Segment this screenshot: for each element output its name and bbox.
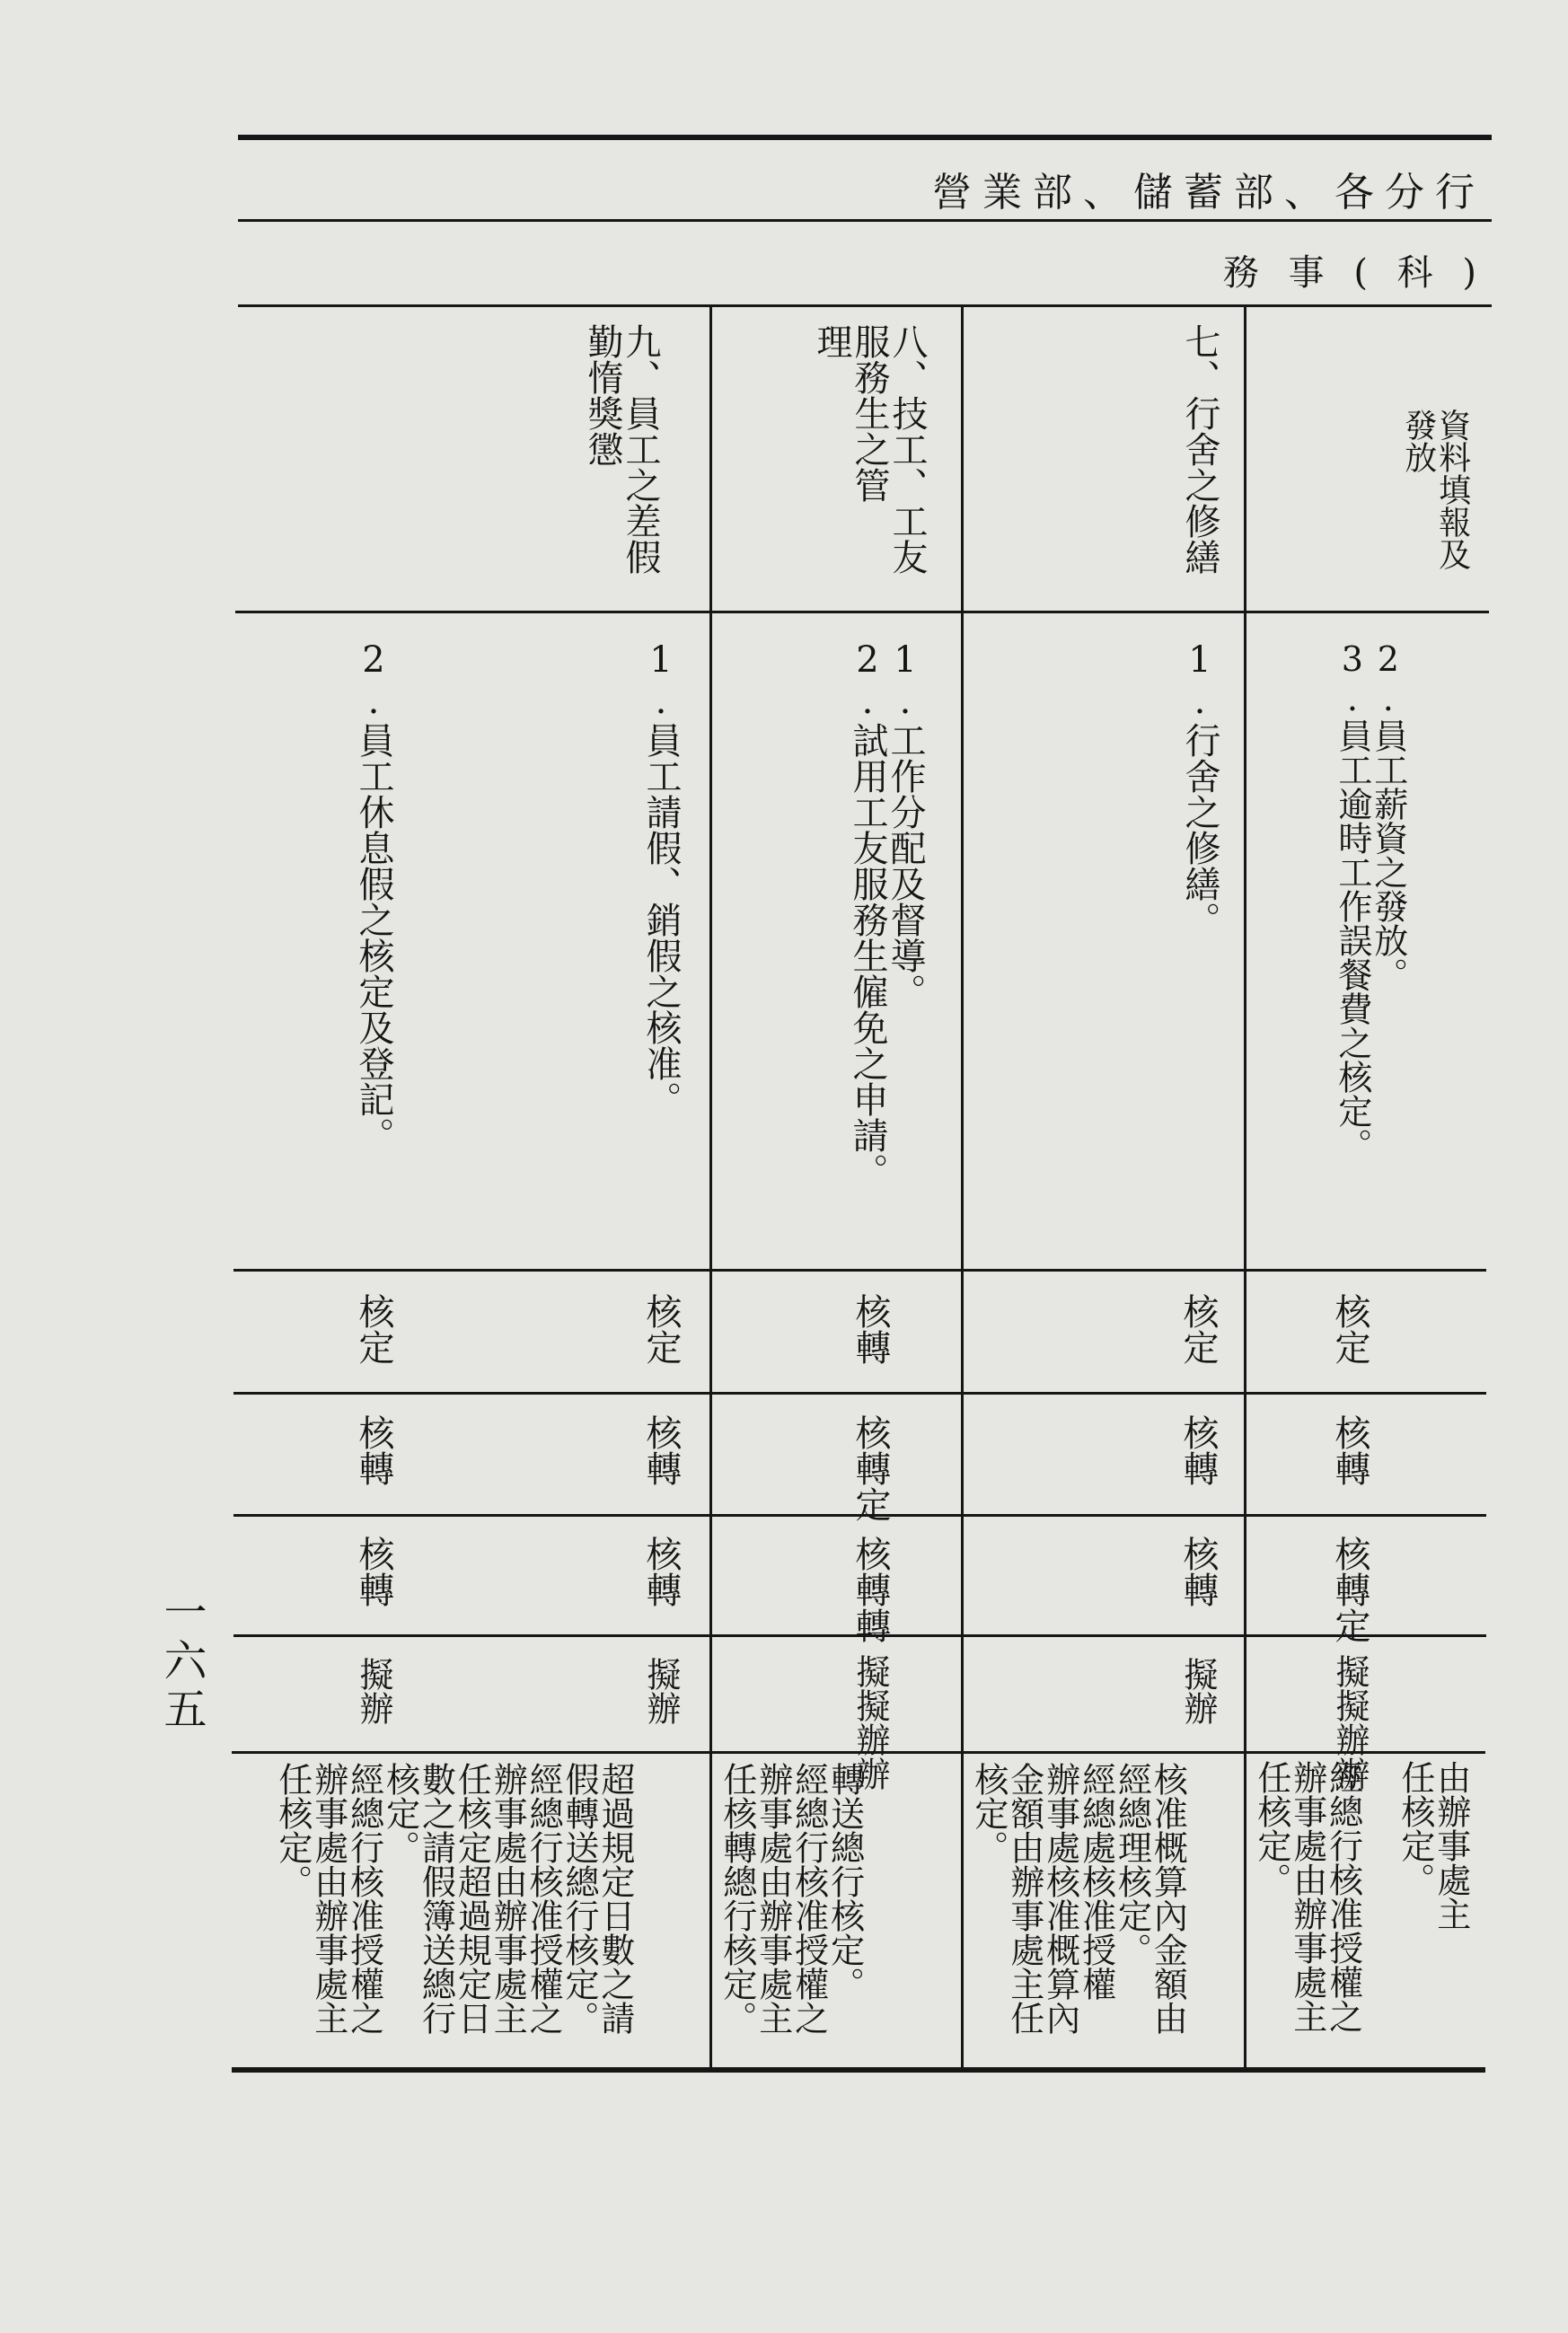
category-data-reporting: 資料填報及 發放 [1399,409,1471,570]
top-rule [238,135,1492,140]
note-row1-b: 經總行核准授權之 辦事處由辦事處主 任核定。 [1251,1760,1363,2033]
item-leave-approval: 1.員工請假、銷假之核准。 [640,639,682,1117]
bottom-rule [232,2067,1485,2073]
divider-1 [1244,306,1246,2068]
auth-row3-level3: 核轉轉 [850,1536,891,1643]
items-building-repair: 1.行舍之修繕。 [1179,639,1220,938]
auth-row4b-level3: 核轉 [353,1536,394,1607]
divider-2 [961,306,964,2068]
auth-rule-1 [233,1392,1486,1395]
item-rest-leave: 2.員工休息假之核定及登記。 [353,639,394,1153]
items-data-reporting: 2.員工薪資之發放。 3.員工逾時工作誤餐費之核定。 [1332,639,1408,1162]
items-rule [233,1269,1486,1272]
category-rule [235,611,1489,613]
auth-row1-level3: 核轉定 [1329,1536,1370,1643]
auth-row4a-level3: 核轉 [640,1536,682,1607]
header-title: 營業部、儲蓄部、各分行 [932,170,1485,216]
auth-row4b-level2: 核轉 [353,1414,394,1486]
auth-row2-level1: 核定 [1177,1293,1219,1365]
category-staff-management: 八、技工、工友 服務生之管 理 [811,323,928,575]
page-number: 一六五 [156,1589,207,1735]
items-staff-management: 1.工作分配及督導。 2.試用工友服務生僱免之申請。 [847,639,926,1189]
auth-row4a-level4: 擬辦 [640,1657,681,1725]
auth-row3-level4: 擬擬辦辦 [850,1654,890,1791]
auth-row4b-level1: 核定 [353,1293,394,1365]
auth-row4a-level2: 核轉 [640,1414,682,1486]
category-leave-discipline: 九、員工之差假 勤惰獎懲 [582,323,661,575]
subheader-rule [238,304,1492,307]
note-row4: 超過規定日數之請 假轉送總行核定。 經總行核准授權之 辦事處由辦事處主 任核定超過規定日 數之請假簿送總行 核定。 經總行核准授權之 辦事處由辦事處主 任核定。 [272,1762,635,2035]
divider-3 [709,306,712,2068]
auth-row1-level1: 核定 [1329,1293,1370,1365]
note-row2: 核准概算內金額由 經總理核定。 經總處核准授權 辦事處核准概算內 金額由辦事處主任 核定。 [968,1762,1188,2035]
auth-row1-level4: 擬擬辦辦 [1329,1654,1370,1791]
note-row3: 轉送總行核定。 經總行核准授權之 辦事處由辦事處主 任核轉總行核定。 [717,1762,865,2035]
auth-row3-level2: 核轉定 [850,1414,891,1522]
header-rule [238,219,1492,222]
header-subtitle: 務 事 ( 科 ) [1222,252,1485,294]
note-row1-a: 由辦事處主 任核定。 [1395,1760,1471,1931]
category-building-repair: 七、行舍之修繕 [1179,323,1220,575]
auth-row4b-level4: 擬辦 [353,1657,393,1725]
auth-row3-level1: 核轉 [850,1293,891,1365]
auth-row2-level2: 核轉 [1177,1414,1219,1486]
auth-row2-level4: 擬辦 [1177,1657,1218,1725]
auth-row1-level2: 核轉 [1329,1414,1370,1486]
auth-row2-level3: 核轉 [1177,1536,1219,1607]
auth-row4a-level1: 核定 [640,1293,682,1365]
